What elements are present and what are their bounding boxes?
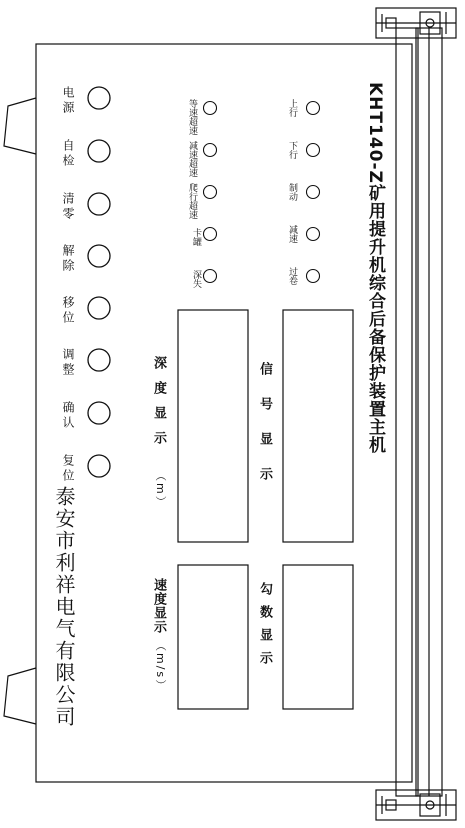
btn-label-confirm: 确认 xyxy=(61,401,75,431)
display-label-speed: 速度显示 xyxy=(151,578,166,634)
lamp-label-depth-loss: 深失 xyxy=(191,270,201,288)
btn-selftest-circle xyxy=(88,140,110,162)
company-name: 泰安市利祥电气有限公司 xyxy=(52,486,76,728)
lamp-label-down: 下行 xyxy=(287,141,297,159)
display-label-signal: 信号显示 xyxy=(257,362,272,502)
btn-shift-circle xyxy=(88,297,110,319)
lamp-down xyxy=(307,144,320,157)
lamp-creep-overspeed xyxy=(204,186,217,199)
btn-label-clear: 清零 xyxy=(61,192,75,222)
lamp-label-creep-overspeed: 爬行超速 xyxy=(187,183,197,219)
display-speed-window xyxy=(178,565,248,709)
lamp-label-decel-overspeed: 减速超速 xyxy=(187,141,197,177)
btn-clear-circle xyxy=(88,193,110,215)
lamp-up xyxy=(307,102,320,115)
btn-reset-circle xyxy=(88,455,110,477)
btn-adjust-circle xyxy=(88,349,110,371)
handle-top xyxy=(4,98,36,154)
btn-label-release: 解除 xyxy=(61,244,75,274)
display-unit-depth: （m） xyxy=(154,470,167,509)
btn-confirm-circle xyxy=(88,402,110,424)
lamp-decel-overspeed xyxy=(204,144,217,157)
display-hook-window xyxy=(283,565,353,709)
lamp-cage-stuck xyxy=(204,228,217,241)
handle-bottom xyxy=(4,668,36,724)
lamp-const-overspeed xyxy=(204,102,217,115)
display-unit-speed: （m/s） xyxy=(154,640,167,693)
lamp-label-overwind: 过卷 xyxy=(287,267,297,285)
lamp-brake xyxy=(307,186,320,199)
device-title: KHT140-Z矿用提升机综合后备保护装置主机 xyxy=(365,82,385,454)
display-signal-window xyxy=(283,310,353,542)
lamp-label-brake: 制动 xyxy=(287,183,297,201)
btn-label-power: 电源 xyxy=(61,86,75,116)
right-rail-outer xyxy=(396,28,418,796)
btn-label-shift: 移位 xyxy=(61,296,75,326)
btn-label-selftest: 自检 xyxy=(61,139,75,169)
lamp-label-cage-stuck: 卡罐 xyxy=(191,228,201,246)
btn-label-adjust: 调整 xyxy=(61,348,75,378)
cabinet-body xyxy=(36,44,412,782)
btn-power-circle xyxy=(88,87,110,109)
lamp-overwind xyxy=(307,270,320,283)
lamp-decel xyxy=(307,228,320,241)
display-label-hook-count: 勾数显示 xyxy=(257,582,272,674)
lamp-label-const-overspeed: 等速超速 xyxy=(187,99,197,135)
btn-label-reset: 复位 xyxy=(61,454,75,484)
lamp-label-up: 上行 xyxy=(287,99,297,117)
display-label-depth: 深度显示 xyxy=(151,356,166,456)
lamp-depth-loss xyxy=(204,270,217,283)
lamp-label-decel: 减速 xyxy=(287,225,297,243)
display-depth-window xyxy=(178,310,248,542)
btn-release-circle xyxy=(88,245,110,267)
